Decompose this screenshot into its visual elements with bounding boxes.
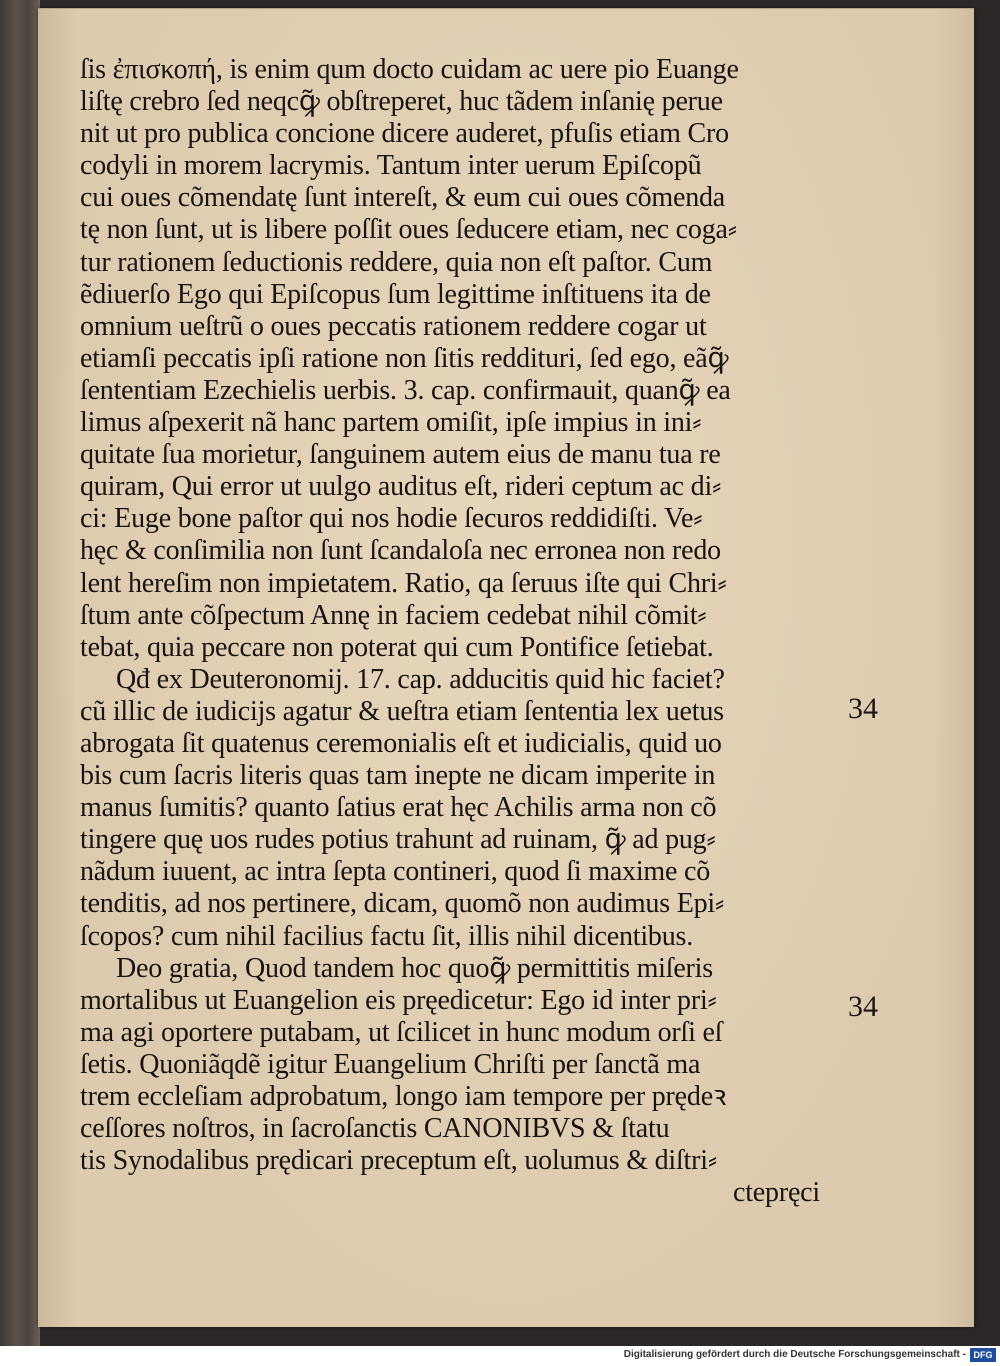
dfg-logo: DFG [970,1348,996,1362]
text-line: cũ illic de iudicijs agatur & ueſtra etiam ſententia lex uetus [80,695,724,727]
text-line: ſis ἐπισκοπή, is enim qum docto cuidam ac uere pio Euange [80,54,739,85]
text-line: ci: Euge bone paſtor qui nos hodie ſecuros reddidiſti. Ve⸗ [80,503,703,535]
binding-edge [0,0,40,1346]
page-text [80,54,830,1209]
text-line: ceſſores noſtros, in ſacroſanctis CANONIBVS & ſtatu [80,1113,670,1145]
text-line: ſcopos? cum nihil facilius factu ſit, illis nihil dicentibus. [80,920,694,952]
text-line: lent hereſim non impietatem. Ratio, qa ſeruus iſte qui Chri⸗ [80,567,727,599]
text-line: hęc & conſimilia non ſunt ſcandaloſa nec erronea non redo [80,535,721,567]
funding-credit: Digitalisierung gefördert durch die Deutsche Forschungsgemeinschaft - [623,1349,966,1360]
text-line: ma agi oportere putabam, ut ſcilicet in hunc modum orſi eſ [80,1016,723,1048]
text-line: cui oues cõmendatę ſunt intereſt, & eum cui oues cõmenda [80,182,726,214]
text-line: ſtum ante cõſpectum Annę in faciem cedebat nihil cõmit⸗ [80,599,707,631]
text-line: quitate ſua morietur, ſanguinem autem eius de manu tua re [80,439,721,471]
text-line: abrogata ſit quatenus ceremonialis eſt et iudicialis, quid uo [80,727,722,759]
text-line: tingere quę uos rudes potius trahunt ad ruinam, ꝙ̃ ad pug⸗ [80,824,716,856]
text-line: ſententiam Ezechielis uerbis. 3. cap. confirmauit, quanꝙ̃ ea [80,374,731,406]
text-line: tur rationem ſeductionis reddere, quia non eſt paſtor. Cum [80,246,713,278]
text-line: quiram, Qui error ut uulgo auditus eſt, rideri ceptum ac di⸗ [80,471,722,503]
text-line: nit ut pro publica concione dicere auderet, pfuſis etiam Cro [80,118,729,150]
text-line: mortalibus ut Euangelion eis pręedicetur: Ego id inter pri⸗ [80,984,717,1016]
text-line: tebat, quia peccare non poterat qui cum Pontifice ſetiebat. [80,631,714,663]
text-line: manus ſumitis? quanto ſatius erat hęc Achilis arma non cõ [80,792,717,824]
margin-note: 34 [848,990,878,1023]
text-line: omnium ueſtrũ o oues peccatis rationem reddere cogar ut [80,310,707,342]
text-line: limus aſpexerit nã hanc partem omiſit, ipſe impius in ini⸗ [80,407,702,439]
text-line: nãdum iuuent, ac intra ſepta contineri, quod ſi maxime cõ [80,856,711,888]
text-line: tę non ſunt, ut is libere poſſit oues ſeducere etiam, nec coga⸗ [80,214,737,246]
text-line: etiamſi peccatis ipſi ratione non ſitis reddituri, ſed ego, eãꝙ̃ [80,342,729,374]
margin-note: 34 [848,692,878,725]
text-line: ẽdiuerſo Ego qui Epiſcopus ſum legittime inſtituens ita de [80,278,711,310]
text-line: codyli in morem lacrymis. Tantum inter uerum Epiſcopũ [80,150,702,182]
text-line: trem eccleſiam adprobatum, longo iam tempore per prędeꝛ [80,1081,727,1112]
text-line: tenditis, ad nos pertinere, dicam, quomõ non audimus Epi⸗ [80,888,725,920]
paragraph-start-line: Deo gratia, Quod tandem hoc quoꝙ̃ permittitis miſeris [116,952,713,984]
text-line: tis Synodalibus prędicari preceptum eſt, uolumus & diſtri⸗ [80,1145,717,1177]
catchword: ctepręci [733,1177,820,1209]
paragraph-start-line: Qđ ex Deuteronomij. 17. cap. adducitis quid hic faciet? [116,663,725,695]
text-line: bis cum ſacris literis quas tam inepte ne dicam imperite in [80,760,716,792]
text-line: liſtę crebro ſed neqcꝙ̃ obſtreperet, huc tãdem inſanię perue [80,86,723,118]
text-line: ſetis. Quoniãqdẽ igitur Euangelium Chriſti per ſanctã ma [80,1048,701,1080]
